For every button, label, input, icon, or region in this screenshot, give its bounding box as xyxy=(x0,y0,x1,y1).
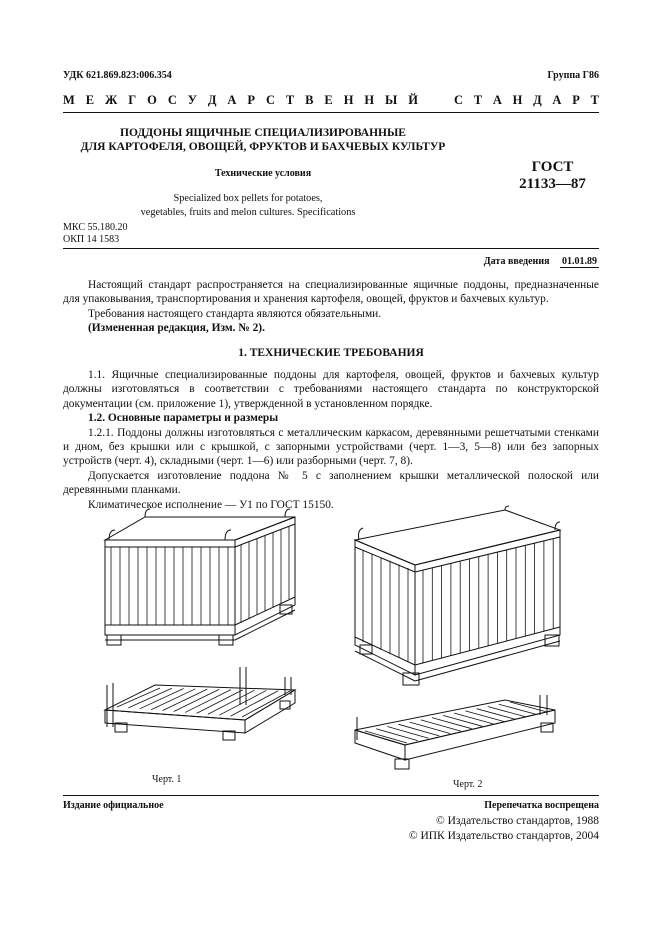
slat-line xyxy=(499,704,536,714)
codes-rule xyxy=(63,248,599,249)
mks-code: МКС 55.180.20 xyxy=(63,222,128,233)
slat-line xyxy=(465,711,504,722)
slat-line xyxy=(454,713,493,724)
slat-line xyxy=(140,689,184,709)
slat-line xyxy=(242,691,290,717)
interstate-letter: С xyxy=(265,93,275,107)
para-1-1: 1.1. Ящичные специализированные поддоны для картофеля, овощей, фруктов и бахчевых культур должны изготовляться в соответствии с требованиями настоящего стандарта по конструкторской документации (см. приложение 1), утвержденной в установленном порядке. xyxy=(63,369,599,410)
gost-label: ГОСТ xyxy=(531,159,574,175)
interstate-letter: А xyxy=(227,93,237,107)
copyright-2004: © ИПК Издательство стандартов, 2004 xyxy=(408,830,599,842)
interstate-letter: С xyxy=(167,93,177,107)
slat-line xyxy=(162,689,207,711)
english-title-line-1: Specialized box pellets for potatoes, xyxy=(173,193,323,204)
interstate-letter: Е xyxy=(324,93,333,107)
para-amendment: (Измененная редакция, Изм. № 2). xyxy=(88,322,265,335)
body-text xyxy=(63,278,599,512)
fig1-box-front xyxy=(105,540,235,635)
interstate-letter: Н xyxy=(364,93,375,107)
figure-2-caption: Черт. 2 xyxy=(453,779,483,790)
interstate-letter: Е xyxy=(85,93,95,107)
interstate-letter: В xyxy=(305,93,314,107)
slat-line xyxy=(410,722,450,733)
para-scope: Настоящий стандарт распространяется на специализированные ящичные поддоны, предназначенные для упаковывания, транспортирования и хранения картофеля, овощей, фруктов и бахчевых культур. xyxy=(63,279,599,306)
interstate-word xyxy=(63,93,418,108)
figure-1-caption: Черт. 1 xyxy=(152,774,182,785)
slat-line xyxy=(432,718,472,729)
english-title-line-2: vegetables, fruits and melon cultures. Specifications xyxy=(140,206,356,218)
title-line-1: ПОДДОНЫ ЯЩИЧНЫЕ СПЕЦИАЛИЗИРОВАННЫЕ xyxy=(120,127,406,139)
header-rule xyxy=(63,112,599,113)
slat-line xyxy=(365,731,407,743)
interstate-letter: У xyxy=(187,93,197,107)
standard-letter: Н xyxy=(512,93,523,107)
para-1-2: 1.2. Основные параметры и размеры xyxy=(88,412,279,425)
standard-letter: Т xyxy=(590,93,599,107)
standard-letter: Т xyxy=(473,93,483,107)
interstate-letter: Н xyxy=(343,93,354,107)
fig1-folded-front xyxy=(105,710,245,733)
intro-date-label: Дата введения xyxy=(483,256,550,267)
slat-line xyxy=(477,709,515,719)
interstate-letter: Ы xyxy=(385,93,398,107)
gost-block xyxy=(505,159,600,193)
document-subtitle: Технические условия xyxy=(214,168,312,179)
title-line-2: ДЛЯ КАРТОФЕЛЯ, ОВОЩЕЙ, ФРУКТОВ И БАХЧЕВЫХ КУЛЬТУР xyxy=(80,141,446,153)
classification-codes xyxy=(63,222,127,246)
slat-line xyxy=(174,689,219,711)
reprint-notice: Перепечатка воспрещена xyxy=(484,800,599,811)
fig2-box-top xyxy=(355,510,560,565)
standard-word xyxy=(454,93,599,108)
standard-letter: Д xyxy=(533,93,542,107)
interstate-letter: О xyxy=(147,93,157,107)
udk-code: УДК 621.869.823:006.354 xyxy=(63,70,172,81)
interstate-letter: Т xyxy=(285,93,295,107)
document-title xyxy=(63,126,463,154)
group-code: Группа Г86 xyxy=(547,70,599,81)
slat-line xyxy=(443,715,482,726)
slat-line xyxy=(387,727,428,739)
slat-line xyxy=(151,689,195,710)
interstate-letter: М xyxy=(63,93,75,107)
gost-number: 21133—87 xyxy=(519,176,586,192)
interstate-letter: Ж xyxy=(105,93,118,107)
interstate-letter: Д xyxy=(207,93,217,107)
standard-letter: Р xyxy=(572,93,580,107)
interstate-letter: Й xyxy=(408,93,418,107)
english-title xyxy=(63,192,433,219)
interstate-letter: Г xyxy=(128,93,137,107)
standard-letter: А xyxy=(552,93,562,107)
interstate-letter: Р xyxy=(247,93,256,107)
intro-date-value: 01.01.89 xyxy=(562,256,597,267)
slat-line xyxy=(231,691,279,716)
section-1-title: 1. ТЕХНИЧЕСКИЕ ТРЕБОВАНИЯ xyxy=(238,346,424,359)
edition-label: Издание официальное xyxy=(63,800,164,811)
slat-line xyxy=(117,688,160,707)
slat-line xyxy=(185,690,231,713)
standard-letter: А xyxy=(492,93,502,107)
slat-line xyxy=(128,688,171,708)
slat-line xyxy=(208,690,255,714)
copyright-1988: © Издательство стандартов, 1988 xyxy=(435,815,599,827)
copyright-block xyxy=(409,814,599,844)
fig1-folded-top xyxy=(105,685,295,720)
para-allowed: Допускается изготовление поддона № 5 с заполнением крышки металлической полоской или деревянными планками. xyxy=(63,469,599,497)
intro-date xyxy=(484,256,599,268)
para-1-2-1: 1.2.1. Поддоны должны изготовляться с металлическим каркасом, деревянными решетчатыми стенками и дном, без крышки или с крышкой, с запорными устройствами (черт. 1—3, 5—8) или без запорных устройств (черт. 4), складными (черт. 1—6) или разборными (черт. 7, 8). xyxy=(63,426,599,468)
fig1-box-top xyxy=(105,517,295,540)
figure-1-drawing xyxy=(95,505,310,760)
slat-line xyxy=(421,720,461,731)
standard-letter: С xyxy=(454,93,464,107)
para-climate: Климатическое исполнение — У1 по ГОСТ 15150. xyxy=(88,498,334,511)
fig2-box-side xyxy=(415,530,560,675)
figure-2-drawing xyxy=(345,505,570,780)
para-mandatory: Требования настоящего стандарта являются обязательными. xyxy=(88,307,382,320)
okp-code: ОКП 14 1583 xyxy=(63,234,120,245)
slat-line xyxy=(398,724,439,736)
fig2-folded-top xyxy=(355,700,555,745)
fig2-box-front xyxy=(355,540,415,675)
slat-line xyxy=(376,729,418,741)
slat-line xyxy=(197,690,243,713)
footer-rule xyxy=(63,795,599,796)
slat-line xyxy=(488,706,526,716)
